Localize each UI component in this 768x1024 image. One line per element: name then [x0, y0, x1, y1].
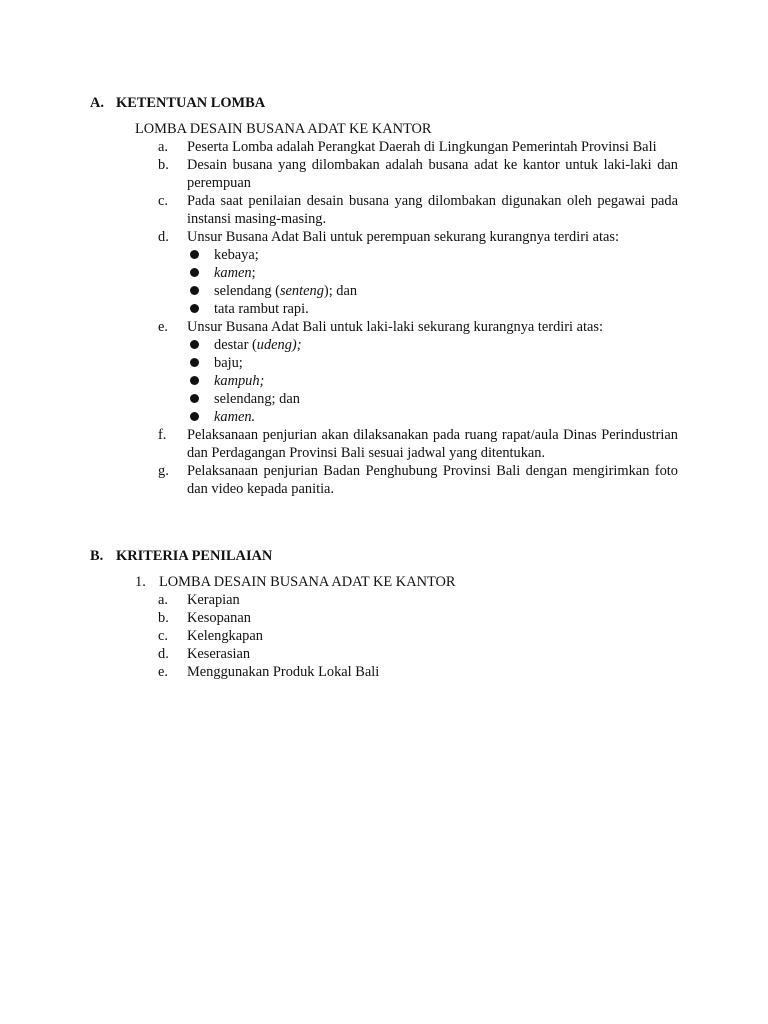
- section-a-title: KETENTUAN LOMBA: [116, 95, 266, 111]
- list-item-text: Pelaksanaan penjurian akan dilaksanakan pada ruang rapat/aula Dinas Perindustrian dan Perdagangan Provinsi Bali sesuai jadwal yang ditentukan.: [187, 427, 678, 461]
- section-b-sub-number: 1.: [135, 574, 146, 590]
- section-b-heading: [90, 547, 272, 565]
- list-marker: b.: [158, 157, 169, 173]
- bullet-dot-icon: [190, 304, 199, 313]
- list-item-a: [158, 138, 678, 156]
- criteria-item: [158, 591, 678, 609]
- section-b-subheading: [135, 573, 456, 591]
- bullet-item: [187, 372, 678, 390]
- list-item-text: Peserta Lomba adalah Perangkat Daerah di Lingkungan Pemerintah Provinsi Bali: [187, 139, 657, 155]
- list-item-g: [158, 462, 678, 498]
- section-a-subtitle: LOMBA DESAIN BUSANA ADAT KE KANTOR: [135, 121, 432, 137]
- bullet-text-post: ); dan: [323, 283, 358, 299]
- bullet-item: [187, 354, 678, 372]
- bullet-list-perempuan: [187, 246, 678, 318]
- list-item-e: [158, 318, 678, 336]
- criteria-item: [158, 627, 678, 645]
- bullet-text-italic: udeng);: [256, 337, 302, 353]
- bullet-item: [187, 390, 678, 408]
- bullet-text-italic: kamen: [214, 265, 252, 281]
- bullet-dot-icon: [190, 340, 199, 349]
- list-item-text: Kesopanan: [187, 610, 251, 626]
- bullet-dot-icon: [190, 412, 199, 421]
- list-marker: g.: [158, 463, 169, 479]
- bullet-dot-icon: [190, 376, 199, 385]
- criteria-item: [158, 609, 678, 627]
- section-b-title: KRITERIA PENILAIAN: [116, 548, 273, 564]
- list-marker: d.: [158, 229, 169, 245]
- list-item-text: Pada saat penilaian desain busana yang dilombakan digunakan oleh pegawai pada instansi masing-masing.: [187, 193, 678, 227]
- list-item-text: Keserasian: [187, 646, 251, 662]
- bullet-list-laki-laki: [187, 336, 678, 426]
- list-item-text: Unsur Busana Adat Bali untuk perempuan sekurang kurangnya terdiri atas:: [187, 229, 620, 245]
- bullet-item: [187, 300, 678, 318]
- list-item-b: [158, 156, 678, 192]
- bullet-text: selendang; dan: [214, 391, 300, 407]
- list-marker: e.: [158, 664, 168, 680]
- bullet-text: tata rambut rapi.: [214, 301, 309, 317]
- bullet-text-pre: destar (: [214, 337, 257, 353]
- bullet-text-suffix: ;: [251, 265, 256, 281]
- bullet-text: baju;: [214, 355, 243, 371]
- list-marker: b.: [158, 610, 169, 626]
- list-item-c: [158, 192, 678, 228]
- bullet-item: [187, 264, 678, 282]
- section-b-subtitle: LOMBA DESAIN BUSANA ADAT KE KANTOR: [159, 574, 456, 590]
- bullet-text: kebaya;: [214, 247, 259, 263]
- section-a-list: [158, 138, 678, 498]
- bullet-dot-icon: [190, 250, 199, 259]
- bullet-text-italic: kampuh;: [214, 373, 265, 389]
- list-item-text: Desain busana yang dilombakan adalah busana adat ke kantor untuk laki-laki dan perempuan: [187, 157, 678, 191]
- list-marker: f.: [158, 427, 167, 443]
- bullet-dot-icon: [190, 268, 199, 277]
- list-item-d: [158, 228, 678, 246]
- section-a-number: A.: [90, 95, 104, 111]
- list-item-text: Unsur Busana Adat Bali untuk laki-laki sekurang kurangnya terdiri atas:: [187, 319, 604, 335]
- list-item-f: [158, 426, 678, 462]
- list-marker: e.: [158, 319, 168, 335]
- list-item-text: Pelaksanaan penjurian Badan Penghubung Provinsi Bali dengan mengirimkan foto dan video kepada panitia.: [187, 463, 678, 497]
- section-b-number: B.: [90, 548, 104, 564]
- list-item-text: Menggunakan Produk Lokal Bali: [187, 664, 380, 680]
- bullet-text-italic: kamen.: [214, 409, 256, 425]
- bullet-item: [187, 246, 678, 264]
- section-b-list: [158, 591, 678, 681]
- list-marker: a.: [158, 139, 168, 155]
- list-item-text: Kerapian: [187, 592, 240, 608]
- bullet-item: [187, 408, 678, 426]
- section-a-heading: [90, 94, 265, 112]
- list-item-text: Kelengkapan: [187, 628, 263, 644]
- bullet-item: [187, 336, 678, 354]
- list-marker: c.: [158, 193, 168, 209]
- bullet-text-pre: selendang (: [214, 283, 280, 299]
- list-marker: a.: [158, 592, 168, 608]
- bullet-dot-icon: [190, 286, 199, 295]
- bullet-dot-icon: [190, 394, 199, 403]
- list-marker: c.: [158, 628, 168, 644]
- criteria-item: [158, 663, 678, 681]
- list-marker: d.: [158, 646, 169, 662]
- bullet-text-italic: senteng: [279, 283, 324, 299]
- bullet-item: [187, 282, 678, 300]
- criteria-item: [158, 645, 678, 663]
- bullet-dot-icon: [190, 358, 199, 367]
